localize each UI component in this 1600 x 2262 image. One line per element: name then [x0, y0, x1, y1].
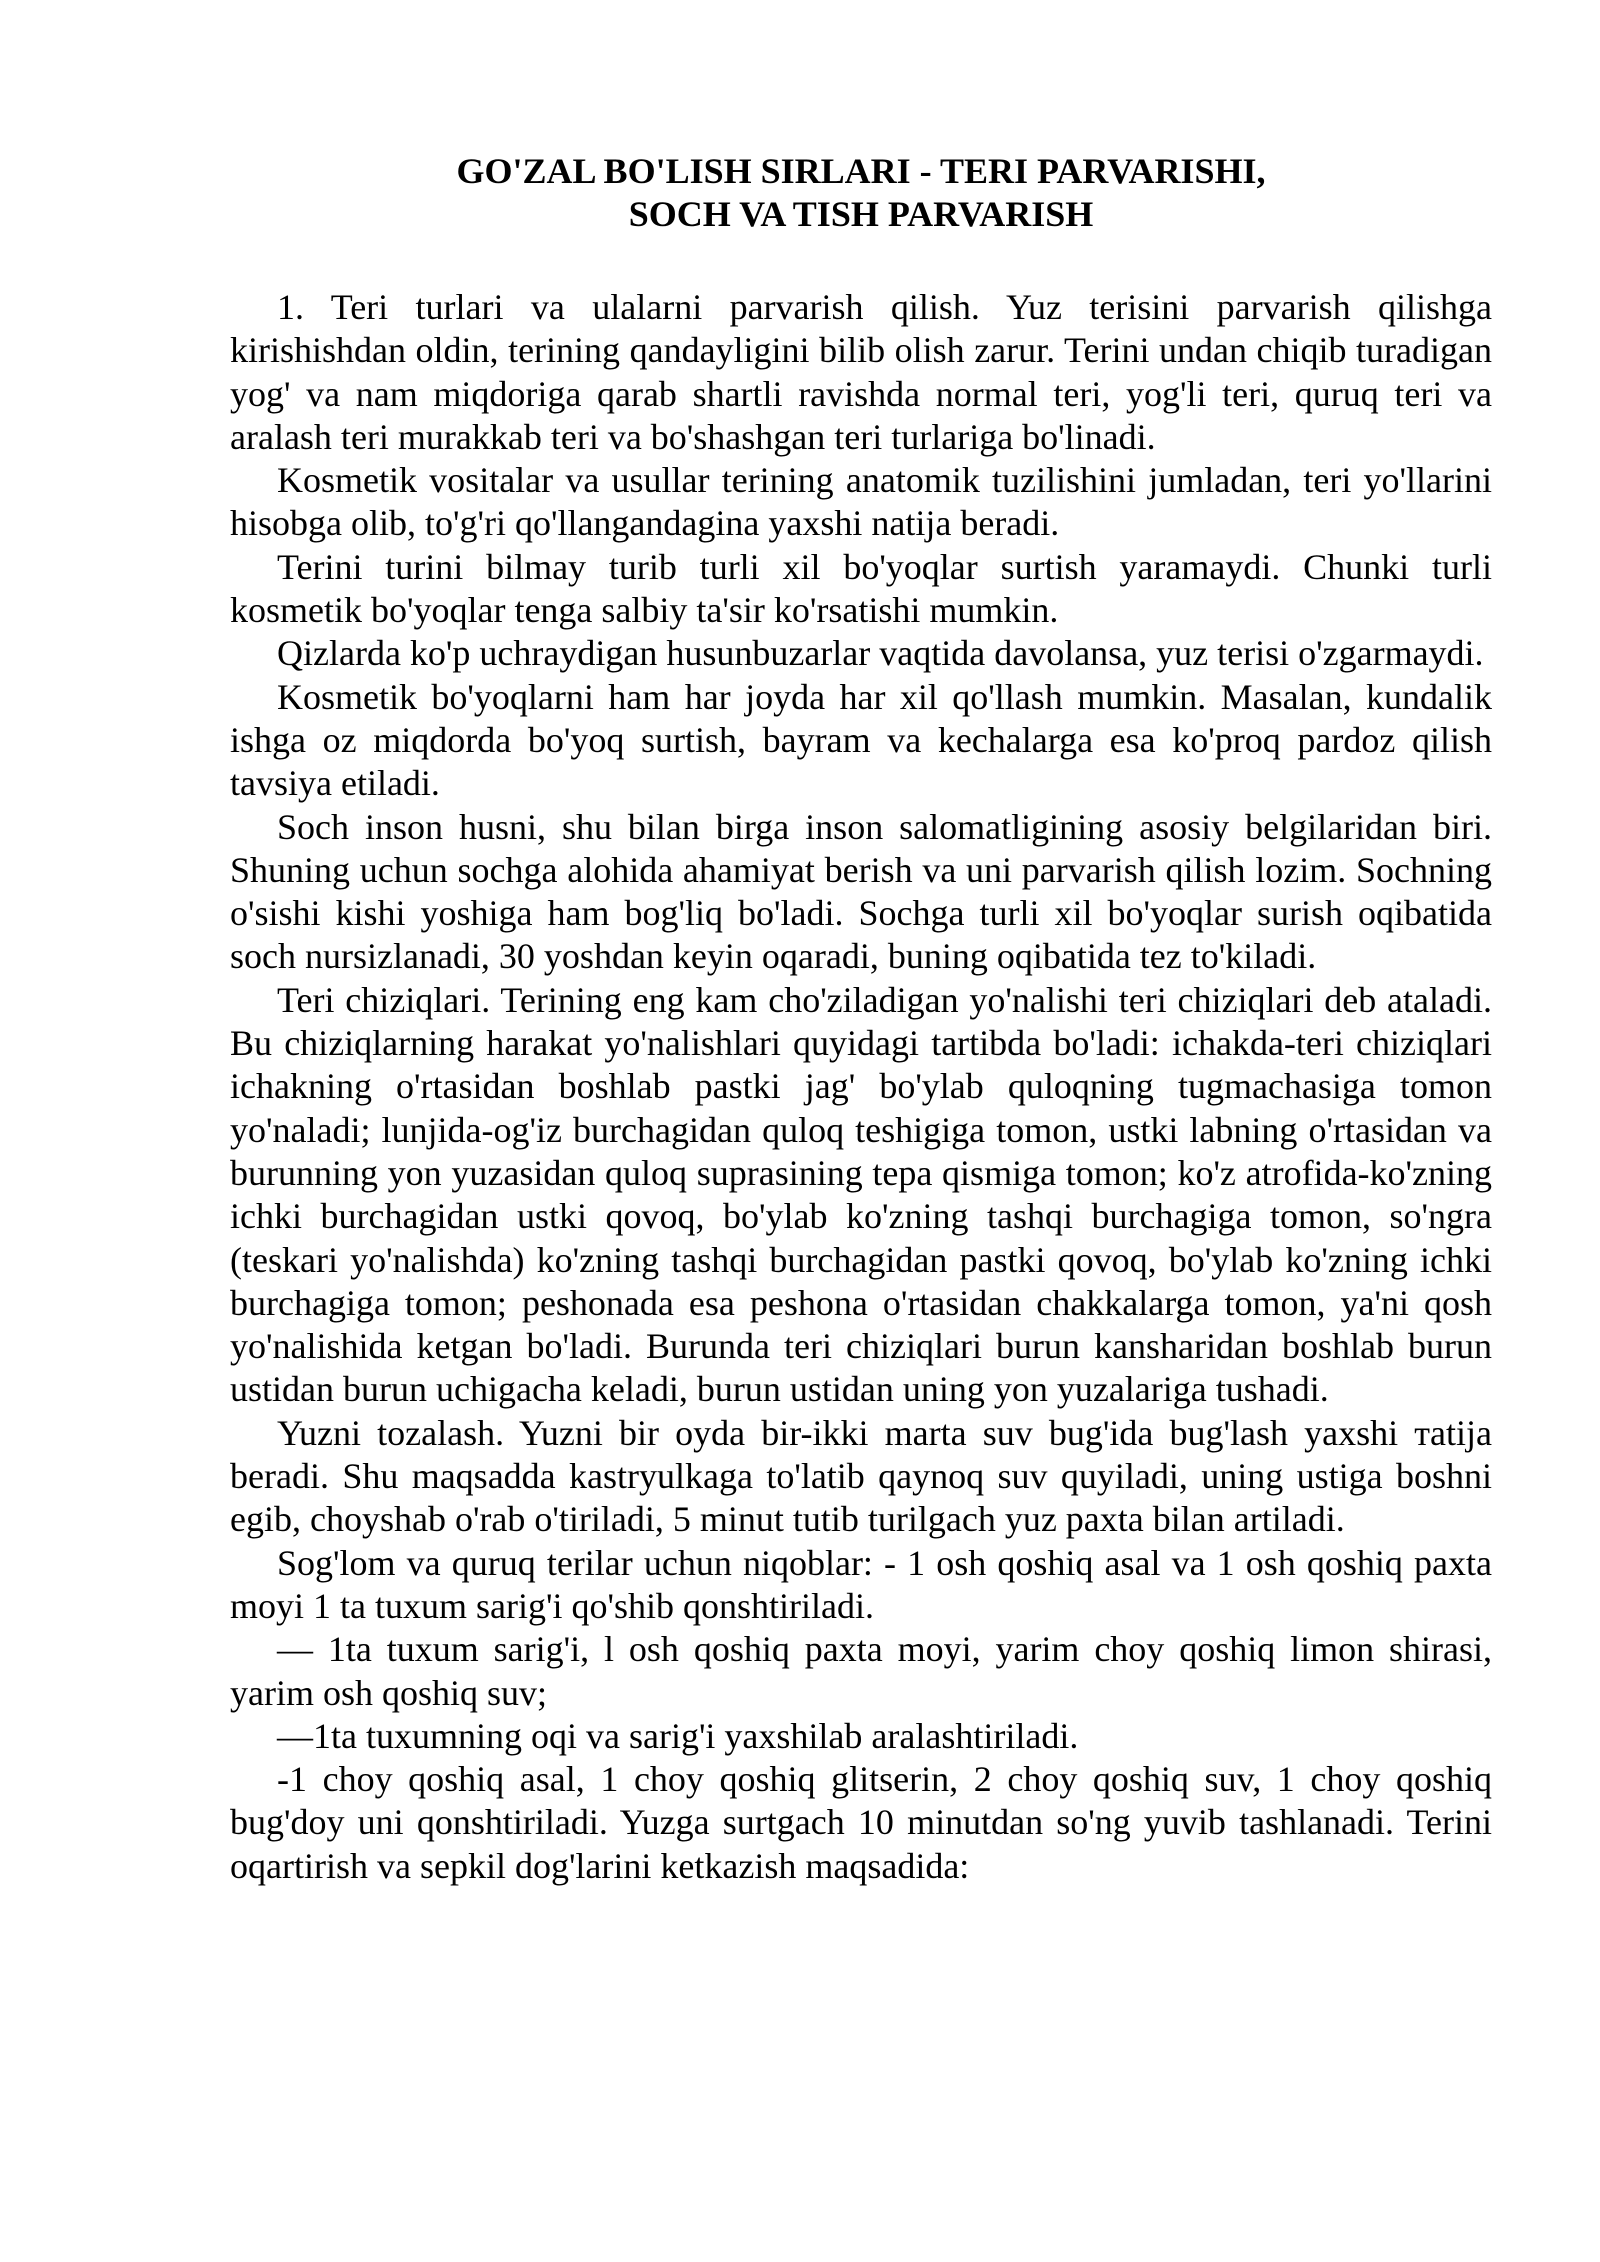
paragraph: — 1ta tuxum sarig'i, l osh qoshiq paxta moyi, yarim choy qoshiq limon shirasi, yarim osh qoshiq suv; — [230, 1629, 1492, 1713]
paragraph: -1 choy qoshiq asal, 1 choy qoshiq glitserin, 2 choy qoshiq suv, 1 choy qoshiq bug'doy uni qonshtiriladi. Yuzga surtgach 10 minutdan so'ng yuvib tashlanadi. Terini oqartirish va sepkil dog'larini ketkazish maqsadida: — [230, 1759, 1492, 1886]
paragraph: Kosmetik bo'yoqlarni ham har joyda har xil qo'llash mumkin. Masalan, kundalik ishga oz miqdorda bo'yoq surtish, bayram va kechalarga esa ko'proq pardoz qilish tavsiya etiladi. — [230, 676, 1492, 804]
paragraph: —1ta tuxumning oqi va sarig'i yaxshilab aralashtiriladi. — [277, 1715, 1079, 1756]
paragraph: Sog'lom va quruq terilar uchun niqoblar: - 1 osh qoshiq asal va 1 osh qoshiq paxta moyi 1 ta tuxum sarig'i qo'shib qonshtiriladi. — [230, 1542, 1492, 1626]
paragraph: Terini turini bilmay turib turli xil bo'yoqlar surtish yaramaydi. Chunki turli kosmetik bo'yoqlar tenga salbiy ta'sir ko'rsatishi mumkin. — [230, 546, 1492, 631]
title-line-2: SOCH VA TISH PARVARISH — [628, 194, 1094, 234]
paragraph: Qizlarda ko'p uchraydigan husunbuzarlar vaqtida davolansa, yuz terisi o'zgarmaydi. — [277, 633, 1484, 674]
document-title — [230, 150, 1492, 236]
paragraph: Kosmetik vositalar va usullar terining anatomik tuzilishini jumladan, teri yo'llarini hisobga olib, to'g'ri qo'llangandagina yaxshi natija beradi. — [230, 460, 1492, 544]
paragraph: Teri chiziqlari. Terining eng kam cho'ziladigan yo'nalishi teri chiziqlari deb ataladi. Bu chiziqlarning harakat yo'nalishlari quyidagi tartibda bo'ladi: ichakda-teri chiziqlari ichakning o'rtasidan boshlab pastki jag' bo'ylab quloqning tugmachasiga tomon yo'naladi; lunjida-og'iz burchagidan quloq teshigiga tomon, ustki labning o'rtasidan va burunning yon yuzasidan quloq suprasining tepa qismiga tomon; ko'z atrofida-ko'zning ichki burchagidan ustki qovoq, bo'ylab ko'zning tashqi burchagiga tomon, so'ngra (teskari yo'nalishda) ko'zning tashqi burchagidan pastki qovoq, bo'ylab ko'zning ichki burchagiga tomon; peshonada esa peshona o'rtasidan chakkalarga tomon, ya'ni qosh yo'nalishida ketgan bo'ladi. Burunda teri chiziqlari burun kansharidan boshlab burun ustidan burun uchigacha keladi, burun ustidan uning yon yuzalariga tushadi. — [230, 979, 1492, 1410]
paragraph: Yuzni tozalash. Yuzni bir oyda bir-ikki marta suv bug'ida bug'lash yaxshi тatija beradi. Shu maqsadda kastryulkaga to'latib qaynoq suv quyiladi, uning ustiga boshni egib, choyshab o'rab o'tiriladi, 5 minut tutib turilgach yuz paxta bilan artiladi. — [230, 1412, 1492, 1540]
title-line-1: GO'ZAL BO'LISH SIRLARI - TERI PARVARISHI, — [456, 151, 1266, 191]
paragraph: Soch inson husni, shu bilan birga inson salomatligining asosiy belgilaridan biri. Shuning uchun sochga alohida ahamiyat berish va uni parvarish qilish lozim. Sochning o'sishi kishi yoshiga ham bog'liq bo'ladi. Sochga turli xil bo'yoqlar surish oqibatida soch nursizlanadi, 30 yoshdan keyin oqaradi, buning oqibatida tez to'kiladi. — [230, 806, 1492, 977]
paragraph: 1. Teri turlari va ulalarni parvarish qilish. Yuz terisini parvarish qilishga kirishishdan oldin, terining qandayligini bilib olish zarur. Terini undan chiqib turadigan yog' va nam miqdoriga qarab shartli ravishda normal teri, yog'li teri, quruq teri va aralash teri murakkab teri va bo'shashgan teri turlariga bo'linadi. — [230, 287, 1492, 457]
document-body — [230, 286, 1492, 1888]
